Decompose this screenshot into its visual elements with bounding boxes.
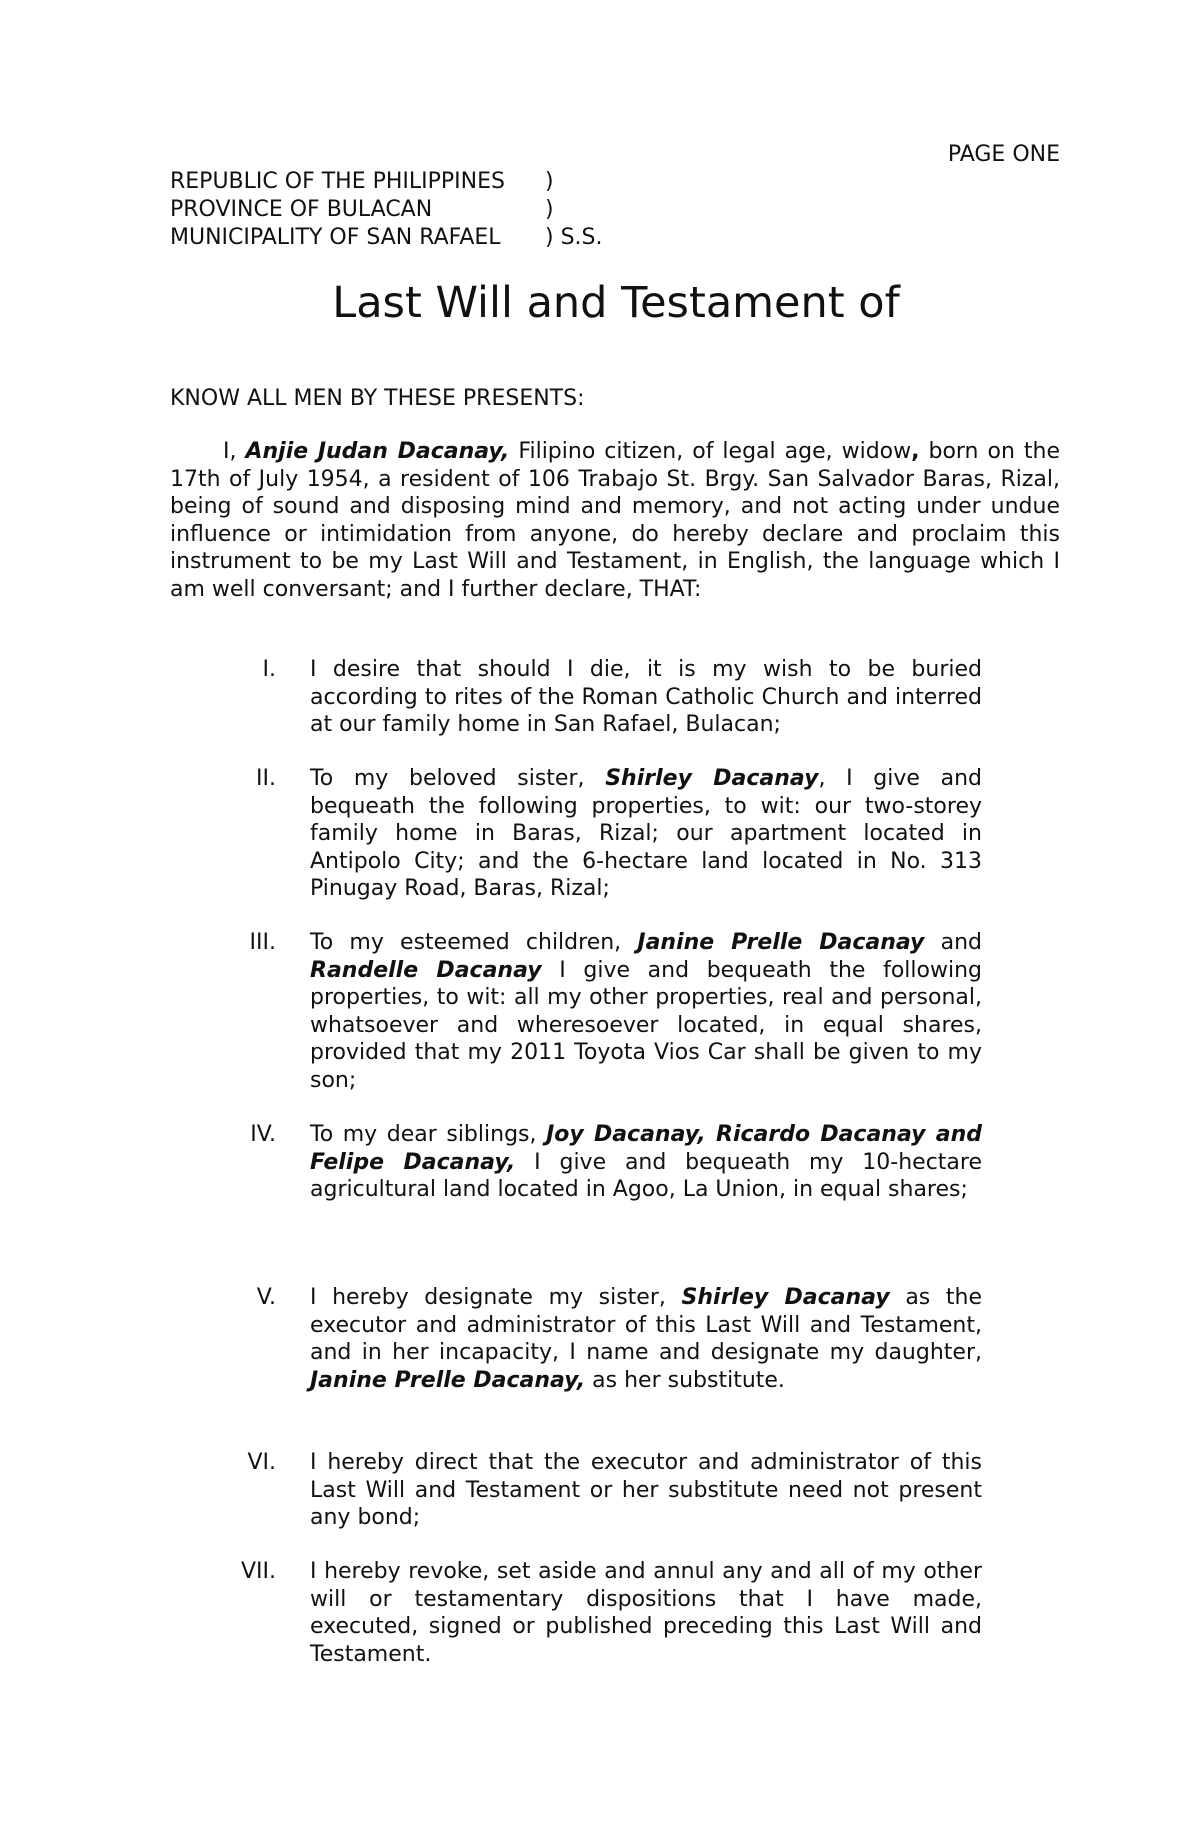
clause-5	[200, 1284, 982, 1394]
clause-number: V.	[256, 1285, 276, 1310]
intro-text: born on the 17th of July 1954, a resident of 106 Trabajo St. Brgy. San Salvador Baras, Rizal, being of sound and disposing mind and memory, and not acting under undue influence or intimidation from anyone, do hereby declare and proclaim this instrument to be my Last Will and Testament, in English, the language which I am well conversant; and I further declare, THAT:	[170, 439, 1060, 602]
clause-4	[200, 1121, 982, 1204]
intro-comma: ,	[911, 439, 920, 464]
clause-6	[200, 1449, 982, 1532]
page-label: PAGE ONE	[947, 142, 1060, 167]
clause-text-part: and	[924, 930, 982, 955]
clause-3	[200, 929, 982, 1094]
substitute-name: Janine Prelle Dacanay,	[310, 1367, 586, 1393]
document-title: Last Will and Testament of	[332, 278, 900, 328]
venue-line-country	[170, 168, 603, 196]
clause-text-part: I give and bequeath the following properties, to wit: all my other properties, real and personal, whatsoever and wheresoever located, in equal shares, provided that my 2011 Toyota Vios Car shall be given to my son;	[310, 957, 982, 1093]
venue-bracket: )	[545, 197, 554, 222]
clause-7	[200, 1558, 982, 1668]
clause-text-part: I hereby designate my sister,	[310, 1285, 682, 1310]
clause-number: VI.	[247, 1450, 276, 1475]
clause-number: I.	[262, 657, 276, 682]
clause-text	[310, 1284, 982, 1394]
greeting: KNOW ALL MEN BY THESE PRESENTS:	[170, 386, 585, 411]
clause-text-part: I give and bequeath my 10-hectare agricultural land located in Agoo, La Union, in equal shares;	[310, 1149, 982, 1202]
beneficiary-names: Joy Dacanay, Ricardo Dacanay and Felipe Dacanay,	[310, 1122, 982, 1175]
venue-bracket: ) S.S.	[545, 225, 603, 250]
clause-text-part: as her substitute.	[585, 1367, 785, 1393]
beneficiary-name: Shirley Dacanay	[605, 766, 819, 791]
venue-bracket: )	[545, 169, 554, 194]
venue-line-province	[170, 196, 603, 224]
testator-name: Anjie Judan Dacanay,	[245, 439, 510, 464]
beneficiary-name: Randelle Dacanay	[310, 957, 542, 983]
clause-text-part: as the executor and administrator of this Last Will and Testament, and in her incapacity, I name and designate my daughter,	[310, 1285, 982, 1365]
intro-text: Filipino citizen, of legal age, widow	[509, 439, 912, 464]
venue-line-municipality	[170, 224, 603, 252]
clause-number: VII.	[240, 1559, 276, 1584]
clause-text-part: To my esteemed children,	[310, 930, 638, 955]
executor-name: Shirley Dacanay	[681, 1285, 890, 1310]
venue-text: REPUBLIC OF THE PHILIPPINES	[170, 169, 505, 194]
clause-number: IV.	[250, 1122, 276, 1147]
clause-text-part: To my dear siblings,	[310, 1122, 547, 1147]
clause-number: II.	[256, 766, 276, 791]
beneficiary-name: Janine Prelle Dacanay	[637, 930, 925, 955]
clause-text	[310, 1121, 982, 1204]
clause-2	[200, 765, 982, 903]
clause-text: I hereby revoke, set aside and annul any and all of my other will or testamentary dispositions that I have made, executed, signed or published preceding this Last Will and Testament.	[310, 1559, 982, 1667]
clause-number: III.	[249, 930, 276, 955]
clause-text-part: , I give and bequeath the following properties, to wit: our two-storey family home in Baras, Rizal; our apartment located in Antipolo City; and the 6-hectare land located in No. 313 Pinugay Road, Baras, Rizal;	[310, 766, 983, 901]
clause-text	[310, 765, 982, 903]
clause-text	[310, 929, 982, 1094]
clause-1	[200, 656, 982, 739]
intro-paragraph	[170, 438, 1060, 603]
clause-text: I desire that should I die, it is my wish to be buried according to rites of the Roman Catholic Church and interred at our family home in San Rafael, Bulacan;	[310, 657, 982, 737]
intro-prefix: I,	[223, 439, 246, 464]
clause-text-part: To my beloved sister,	[310, 766, 606, 791]
venue-text: PROVINCE OF BULACAN	[170, 197, 433, 222]
clause-text: I hereby direct that the executor and administrator of this Last Will and Testament or her substitute need not present any bond;	[310, 1450, 982, 1530]
venue-block	[170, 168, 603, 252]
venue-text: MUNICIPALITY OF SAN RAFAEL	[170, 225, 501, 250]
